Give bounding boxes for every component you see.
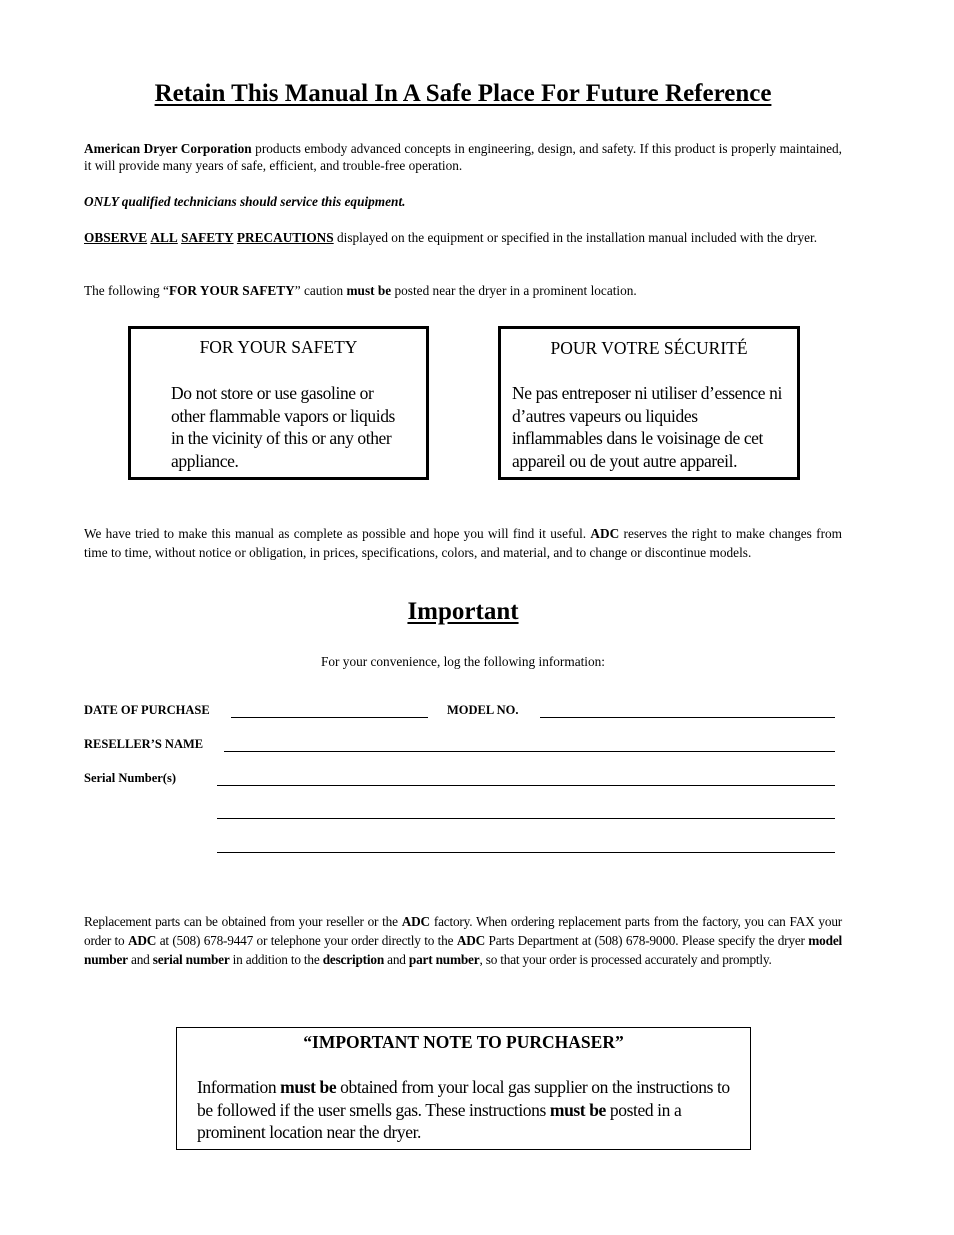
serial-number-line-1[interactable]	[217, 785, 835, 786]
replacement-b1: model number	[84, 933, 843, 967]
model-no-line[interactable]	[540, 717, 835, 718]
replacement-paragraph	[84, 912, 842, 969]
all-word: ALL	[150, 230, 178, 245]
following-mid: ” caution	[294, 283, 347, 298]
replacement-adc2: ADC	[128, 933, 157, 948]
replacement-adc1: ADC	[401, 914, 430, 929]
safety-word: SAFETY	[181, 230, 234, 245]
note-b1: must be	[280, 1077, 337, 1097]
intro-paragraph	[84, 140, 842, 174]
following-bold1: FOR YOUR SAFETY	[168, 283, 295, 298]
note-body	[197, 1076, 737, 1144]
replacement-t3: at (508) 678-9447 or telephone your order directly to the	[156, 933, 457, 948]
safety-box-heading-fr: POUR VOTRE SÉCURITÉ	[550, 338, 748, 358]
following-paragraph	[84, 282, 842, 299]
safety-box-french	[498, 326, 800, 480]
disclaimer-adc: ADC	[590, 526, 620, 541]
date-of-purchase-label: DATE OF PURCHASE	[84, 703, 210, 717]
safety-box-body: Do not store or use gasoline or other flammable vapors or liquids in the vicinity of this or any other appliance.	[171, 383, 395, 471]
serial-number-label: Serial Number(s)	[84, 771, 176, 785]
following-post: posted near the dryer in a prominent location.	[391, 283, 637, 298]
serial-number-line-3[interactable]	[217, 852, 835, 853]
observe-paragraph	[84, 229, 842, 246]
intro-text: products embody advanced concepts in engineering, design, and safety. If this product is properly maintained, it will provide many years of safe, efficient, and trouble-free operation.	[84, 141, 842, 173]
following-bold2: must be	[346, 283, 392, 298]
date-of-purchase-line[interactable]	[231, 717, 428, 718]
important-note-box	[176, 1027, 751, 1150]
note-heading: “IMPORTANT NOTE TO PURCHASER”	[303, 1032, 624, 1052]
disclaimer-pre: We have tried to make this manual as complete as possible and hope you will find it useful.	[84, 526, 591, 541]
safety-box-english	[128, 326, 429, 480]
disclaimer-post: reserves the right to make changes from time to time, without notice or obligation, in prices, specifications, colors, and material, and to change or discontinue models.	[84, 526, 843, 560]
important-heading: Important	[407, 598, 519, 625]
following-pre: The following “	[84, 283, 169, 298]
reseller-name-label: RESELLER’S NAME	[84, 737, 204, 751]
replacement-b3: description	[322, 952, 385, 967]
replacement-t4: Parts Department at (508) 678-9000. Please specify the dryer	[485, 933, 809, 948]
observe-word: OBSERVE	[84, 230, 148, 245]
safety-box-heading: FOR YOUR SAFETY	[199, 337, 358, 357]
qualified-text: ONLY qualified technicians should service this equipment.	[84, 194, 406, 209]
replacement-adc3: ADC	[456, 933, 486, 948]
serial-number-line-2[interactable]	[217, 818, 835, 819]
replacement-b2: serial number	[152, 952, 230, 967]
reseller-name-line[interactable]	[224, 751, 835, 752]
replacement-t7: and	[384, 952, 409, 967]
replacement-t6: in addition to the	[229, 952, 323, 967]
replacement-t2: factory. When ordering replacement parts from the factory, you can FAX your order to	[84, 914, 842, 948]
safety-box-body-fr: Ne pas entreposer ni utiliser d’essence ni d’autres vapeurs ou liquides inflammables dans le voisinage de cet appareil ou de yout autre appareil.	[512, 383, 782, 471]
note-t2: obtained from your local gas supplier on the instructions to be followed if the user smells gas. These instructions	[197, 1077, 730, 1120]
replacement-b4: part number	[408, 952, 480, 967]
note-t3: posted in a prominent location near the dryer.	[197, 1099, 682, 1142]
model-no-label: MODEL NO.	[447, 703, 519, 717]
qualified-notice	[84, 193, 842, 210]
page-title: Retain This Manual In A Safe Place For Future Reference	[154, 80, 772, 107]
company-name: American Dryer Corporation	[84, 141, 252, 156]
replacement-t1: Replacement parts can be obtained from your reseller or the	[84, 914, 402, 929]
convenience-text: For your convenience, log the following information:	[321, 654, 605, 669]
observe-rest: displayed on the equipment or specified in the installation manual included with the dryer.	[333, 230, 818, 245]
precautions-word: PRECAUTIONS	[236, 230, 334, 245]
disclaimer-paragraph	[84, 524, 842, 562]
replacement-t5: and	[127, 952, 153, 967]
replacement-t8: , so that your order is processed accurately and promptly.	[479, 952, 772, 967]
note-t1: Information	[197, 1077, 281, 1097]
note-b2: must be	[549, 1099, 606, 1120]
